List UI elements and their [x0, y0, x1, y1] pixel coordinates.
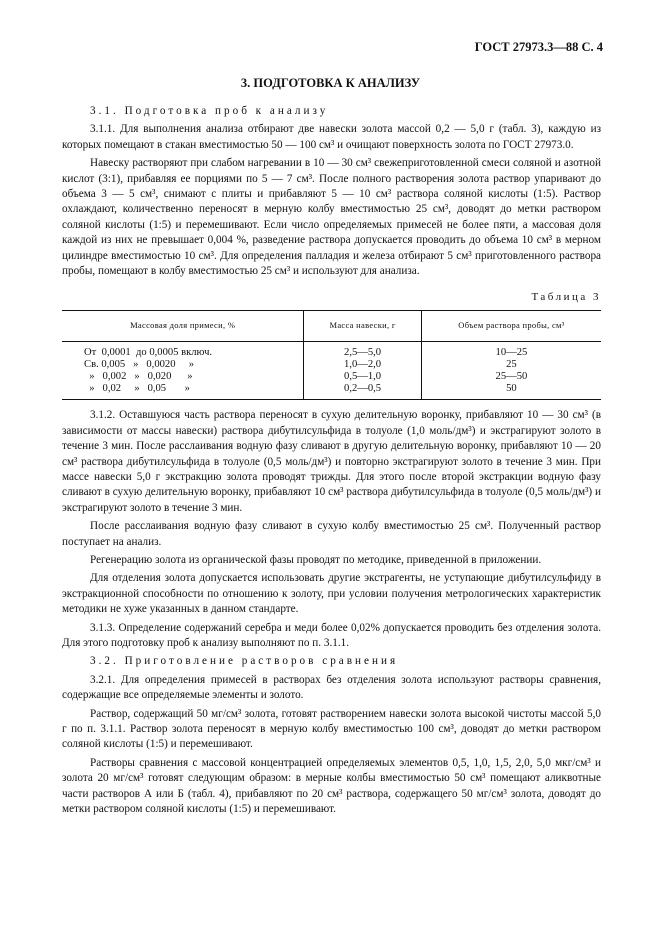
table-row	[62, 383, 601, 400]
paragraph: Растворы сравнения с массовой концентрацией определяемых элементов 0,5, 1,0, 1,5, 2,0, 5,0 мкг/см³ и золота 20 мг/см³ готовят следующим образом: в мерные колбы вместимостью 50 см³ помещают аликвотные части растворов А или Б (табл. 4), прибавляют по 20 см³ раствора, содержащего 50 мг/см³ золота, доводят до метки раствором соляной кислоты (1:5) и перемешивают.	[62, 756, 601, 816]
table-row	[62, 342, 601, 360]
table-cell: 10—25	[421, 342, 601, 360]
column-header: Объем раствора пробы, см³	[421, 310, 601, 341]
paragraph: Раствор, содержащий 50 мг/см³ золота, готовят растворением навески золота высокой чистоты массой 5,0 г по п. 3.1.1. Раствор золота переносят в мерную колбу вместимостью 100 см³, доводят до метки раствором соляной кислоты (1:5) и перемешивают.	[62, 707, 601, 751]
table-row	[62, 371, 601, 383]
paragraph: 3.2.1. Для определения примесей в растворах без отделения золота используют растворы сравнения, содержащие все определяемые элементы и золото.	[62, 673, 601, 702]
table-cell: 2,5—5,0	[304, 342, 422, 360]
subsection-heading: 3.1. Подготовка проб к анализу	[90, 105, 329, 117]
paragraph: После расслаивания водную фазу сливают в сухую колбу вместимостью 25 см³. Полученный раствор поступает на анализ.	[62, 520, 601, 548]
paragraph: 3.1.1. Для выполнения анализа отбирают две навески золота массой 0,2 — 5,0 г (табл. 3), каждую из которых помещают в стакан вместимостью 50 — 100 см³ и очищают поверхность золота по ГОСТ 27973.0.	[62, 123, 601, 151]
section-title: 3. ПОДГОТОВКА К АНАЛИЗУ	[240, 76, 421, 90]
paragraph: Для отделения золота допускается использовать другие экстрагенты, не уступающие дибутилсульфиду в экстракционной способности по отношению к золоту, при условии получения метрологических характеристик методики не хуже указанных в данном стандарте.	[62, 572, 601, 616]
paragraph: 3.1.3. Определение содержаний серебра и меди более 0,02% допускается проводить без отделения золота. Для этого подготовку проб к анализу выполняют по п. 3.1.1.	[62, 621, 601, 649]
table-row	[62, 359, 601, 371]
document-body	[62, 104, 601, 820]
table-cell: Св. 0,005 » 0,0020 »	[84, 359, 195, 371]
column-header: Массовая доля примеси, %	[62, 310, 304, 341]
table-cell: 25	[421, 359, 601, 371]
column-header: Масса навески, г	[304, 310, 422, 341]
table-cell: 50	[421, 383, 601, 400]
table-cell: 25—50	[421, 371, 601, 383]
table-cell: От 0,0001 до 0,0005 включ.	[84, 347, 213, 359]
subsection-heading: 3.2. Приготовление растворов сравнения	[90, 655, 399, 668]
table-cell: 1,0—2,0	[304, 359, 422, 371]
table-cell: » 0,02 » 0,05 »	[62, 383, 304, 400]
table-caption: Таблица 3	[531, 291, 601, 304]
table-cell: 0,2—0,5	[304, 383, 422, 400]
table-cell: 0,5—1,0	[304, 371, 422, 383]
page-header: ГОСТ 27973.3—88 С. 4	[474, 40, 603, 54]
paragraph: Регенерацию золота из органической фазы проводят по методике, приведенной в приложении.	[90, 553, 542, 566]
paragraph: Навеску растворяют при слабом нагревании в 10 — 30 см³ свежеприготовленной смеси соляной и азотной кислот (3:1), прибавляя ее порциями по 5 — 7 см³. После полного растворения золота раствор упаривают до объема 3 — 5 см³, снимают с плиты и прибавляют 5 — 10 см³ раствора соляной кислоты (1:5). Раствор охлаждают, количественно переносят в мерную колбу вместимостью 25 см³, доводят до метки раствором соляной кислоты (1:5) и перемешивают. Если число определяемых примесей не более пяти, а массовая доля каждой из них не превышает 0,004 %, разведение раствора допускается проводить до объема 10 см³ в мерном цилиндре вместимостью 10 см³. Для определения палладия и железа отбирают 5 см³ приготовленного раствора пробы, помещают в колбу вместимостью 25 см³ и используют для анализа.	[62, 157, 601, 278]
paragraph: 3.1.2. Оставшуюся часть раствора переносят в сухую делительную воронку, прибавляют 10 — 30 см³ (в зависимости от массы навески) раствора дибутилсульфида в толуоле (1,0 моль/дм³) и экстрагируют золото в течение 3 мин. После расслаивания водную фазу сливают в другую делительную воронку, прибавляют 10 — 20 см³ раствора дибутилсульфида в толуоле (0,5 моль/дм³) и повторно экстрагируют золото в течение 3 мин. При массе навески 5,0 г экстракцию золота проводят трижды. Для этого после второй экстракции водную фазу сливают в сухую делительную воронку, прибавляют 10 см³ раствора дибутилсульфида в толуоле (0,5 моль/дм³) и экстрагируют золото в течение 3 мин.	[62, 409, 601, 514]
data-table	[62, 310, 601, 400]
table-cell: » 0,002 » 0,020 »	[84, 371, 193, 383]
